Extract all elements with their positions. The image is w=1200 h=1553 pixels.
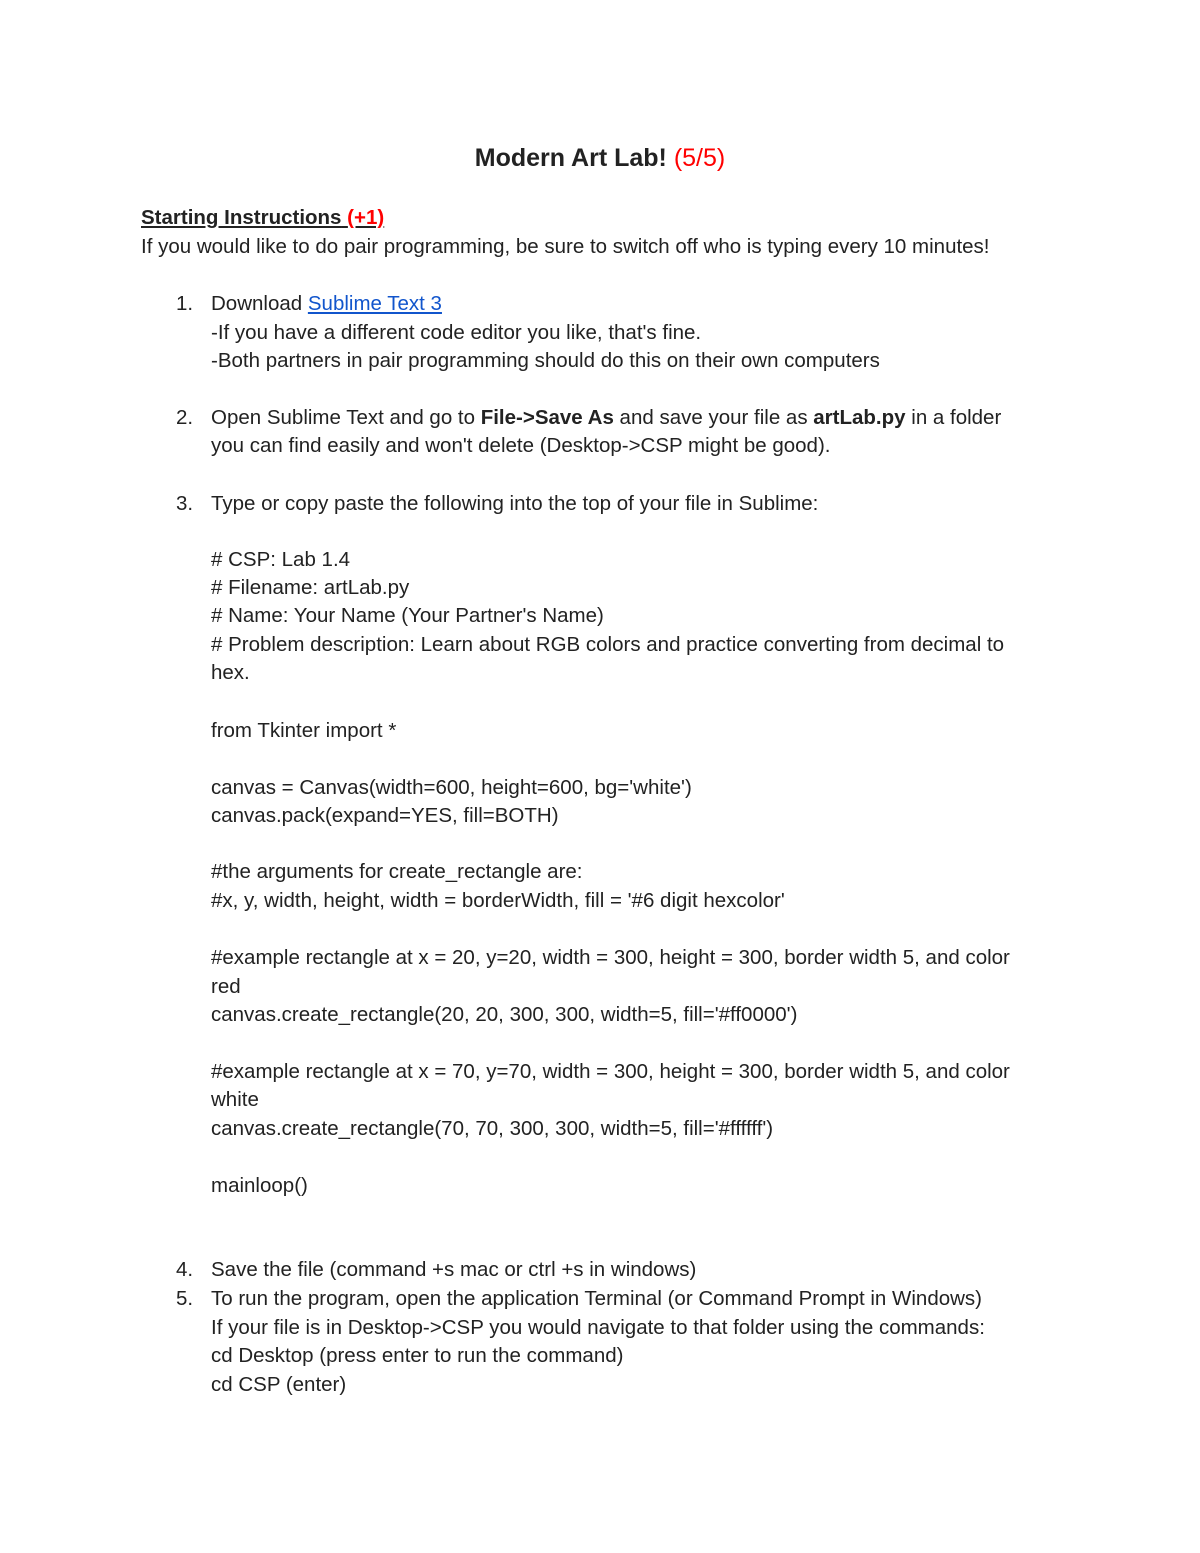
step-4-number: 4. bbox=[176, 1258, 194, 1281]
code-line: red bbox=[211, 975, 241, 998]
code-line: # Filename: artLab.py bbox=[211, 576, 410, 599]
step-2-text bbox=[211, 404, 1001, 432]
step-2-menu-path: File->Save As bbox=[480, 406, 614, 429]
code-line: # CSP: Lab 1.4 bbox=[211, 548, 351, 571]
step-3-text: Type or copy paste the following into the top of your file in Sublime: bbox=[211, 492, 819, 515]
code-line: white bbox=[211, 1088, 259, 1111]
step-1-prefix: Download bbox=[211, 292, 308, 315]
code-line: #example rectangle at x = 20, y=20, width = 300, height = 300, border width 5, and color bbox=[211, 946, 1010, 969]
step-1-note-1: -If you have a different code editor you like, that's fine. bbox=[211, 321, 702, 344]
step-5-number: 5. bbox=[176, 1287, 194, 1310]
section-heading-points: (+1) bbox=[347, 206, 385, 229]
intro-text: If you would like to do pair programming, be sure to switch off who is typing every 10 minutes! bbox=[141, 235, 990, 258]
step-2-part-3: in a folder bbox=[905, 406, 1002, 429]
page-title bbox=[0, 141, 1200, 175]
title-points: (5/5) bbox=[673, 144, 726, 172]
code-line: # Problem description: Learn about RGB colors and practice converting from decimal to bbox=[211, 633, 1005, 656]
step-5-line-3: cd Desktop (press enter to run the command) bbox=[211, 1344, 624, 1367]
code-line: #example rectangle at x = 70, y=70, width = 300, height = 300, border width 5, and color bbox=[211, 1060, 1010, 1083]
code-line: canvas = Canvas(width=600, height=600, bg='white') bbox=[211, 776, 692, 799]
code-line: canvas.pack(expand=YES, fill=BOTH) bbox=[211, 804, 559, 827]
section-heading bbox=[141, 204, 384, 232]
step-5-line-1: To run the program, open the application Terminal (or Command Prompt in Windows) bbox=[211, 1287, 983, 1310]
step-4-text: Save the file (command +s mac or ctrl +s in windows) bbox=[211, 1258, 697, 1281]
step-1-text bbox=[211, 290, 442, 318]
step-2-filename: artLab.py bbox=[813, 406, 906, 429]
sublime-text-link[interactable]: Sublime Text 3 bbox=[307, 292, 442, 315]
step-5-line-4: cd CSP (enter) bbox=[211, 1373, 347, 1396]
code-line: #the arguments for create_rectangle are: bbox=[211, 860, 583, 883]
section-heading-text: Starting Instructions bbox=[141, 206, 342, 229]
step-2-line-2: you can find easily and won't delete (Desktop->CSP might be good). bbox=[211, 434, 831, 457]
code-line: hex. bbox=[211, 661, 250, 684]
step-1-number: 1. bbox=[176, 292, 194, 315]
step-2-number: 2. bbox=[176, 406, 194, 429]
code-line: from Tkinter import * bbox=[211, 719, 397, 742]
step-2-part-2: and save your file as bbox=[613, 406, 814, 429]
step-5-line-2: If your file is in Desktop->CSP you would navigate to that folder using the commands: bbox=[211, 1316, 985, 1339]
code-line: # Name: Your Name (Your Partner's Name) bbox=[211, 604, 604, 627]
step-1-note-2: -Both partners in pair programming should do this on their own computers bbox=[211, 349, 880, 372]
code-line: #x, y, width, height, width = borderWidth, fill = '#6 digit hexcolor' bbox=[211, 889, 785, 912]
code-line: mainloop() bbox=[211, 1174, 308, 1197]
code-line: canvas.create_rectangle(20, 20, 300, 300, width=5, fill='#ff0000') bbox=[211, 1003, 798, 1026]
step-3-number: 3. bbox=[176, 492, 194, 515]
title-text: Modern Art Lab! bbox=[474, 144, 667, 172]
step-2-part-1: Open Sublime Text and go to bbox=[211, 406, 481, 429]
code-line: canvas.create_rectangle(70, 70, 300, 300, width=5, fill='#ffffff') bbox=[211, 1117, 774, 1140]
